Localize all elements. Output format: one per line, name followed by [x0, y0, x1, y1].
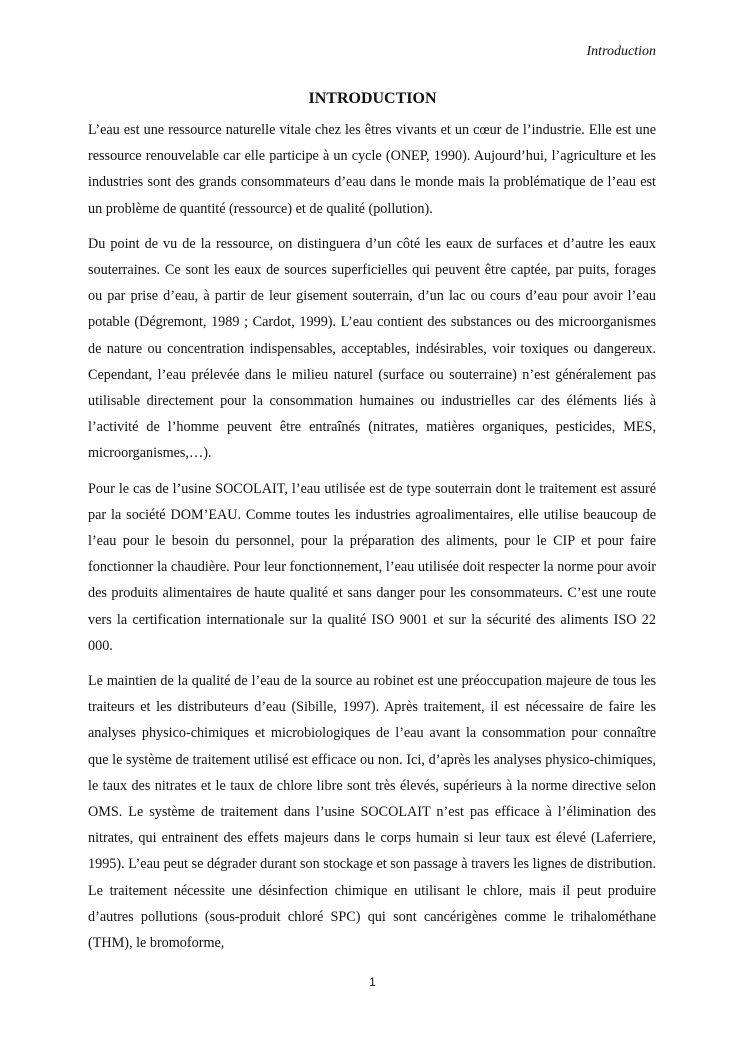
- paragraph-1: L’eau est une ressource naturelle vitale chez les êtres vivants et un cœur de l’industrie. Elle est une ressource renouvelable car elle participe à un cycle (ONEP, 1990). Aujourd’hui, l’agriculture et les industries sont des grands consommateurs d’eau dans le monde mais la problématique de l’eau est un problème de quantité (ressource) et de qualité (pollution).: [88, 122, 656, 217]
- page-title: INTRODUCTION: [308, 90, 437, 107]
- paragraph-4: Le maintien de la qualité de l’eau de la source au robinet est une préoccupation majeure de tous les traiteurs et les distributeurs d’eau (Sibille, 1997). Après traitement, il est nécessaire de faire les analyses physico-chimiques et microbiologiques de l’eau avant la consommation pour connaître que le système de traitement utilisé est efficace ou non. Ici, d’après les analyses physico-chimiques, le taux des nitrates et le taux de chlore libre sont très élevés, supérieurs à la norme directive selon OMS. Le système de traitement dans l’usine SOCOLAIT n’est pas efficace à l’élimination des nitrates, qui entrainent des effets majeurs dans le corps humain si leur taux est élevé (Laferriere, 1995). L’eau peut se dégrader durant son stockage et son passage à travers les lignes de distribution. Le traitement nécessite une désinfection chimique en utilisant le chlore, mais il peut produire d’autres pollutions (sous-produit chloré SPC) qui sont cancérigènes comme le trihalométhane (THM), le bromoforme,: [88, 673, 656, 952]
- paragraph-2: Du point de vu de la ressource, on distinguera d’un côté les eaux de surfaces et d’autre les eaux souterraines. Ce sont les eaux de sources superficielles qui peuvent être captée, par puits, forages ou par prise d’eau, à partir de leur gisement souterrain, d’un lac ou cours d’eau pour avoir l’eau potable (Dégremont, 1989 ; Cardot, 1999). L’eau contient des substances ou des microorganismes de nature ou concentration indispensables, acceptables, indésirables, voir toxiques ou dangereux. Cependant, l’eau prélevée dans le milieu naturel (surface ou souterraine) n’est généralement pas utilisable directement pour la consommation humaines ou industrielles car des éléments liés à l’activité de l’homme peuvent être entraînés (nitrates, matières organiques, pesticides, MES, microorganismes,…).: [88, 235, 656, 462]
- running-header: Introduction: [586, 44, 656, 59]
- page-number: 1: [369, 975, 376, 989]
- paragraph-3: Pour le cas de l’usine SOCOLAIT, l’eau utilisée est de type souterrain dont le traitement est assuré par la société DOM’EAU. Comme toutes les industries agroalimentaires, elle utilise beaucoup de l’eau pour le besoin du personnel, pour la préparation des aliments, pour le CIP et pour faire fonctionner la chaudière. Pour leur fonctionnement, l’eau utilisée doit respecter la norme pour avoir des produits alimentaires de haute qualité et sans danger pour les consommateurs. C’est une route vers la certification internationale sur la qualité ISO 9001 et sur la sécurité des aliments ISO 22 000.: [88, 480, 656, 654]
- body-text: [88, 117, 656, 965]
